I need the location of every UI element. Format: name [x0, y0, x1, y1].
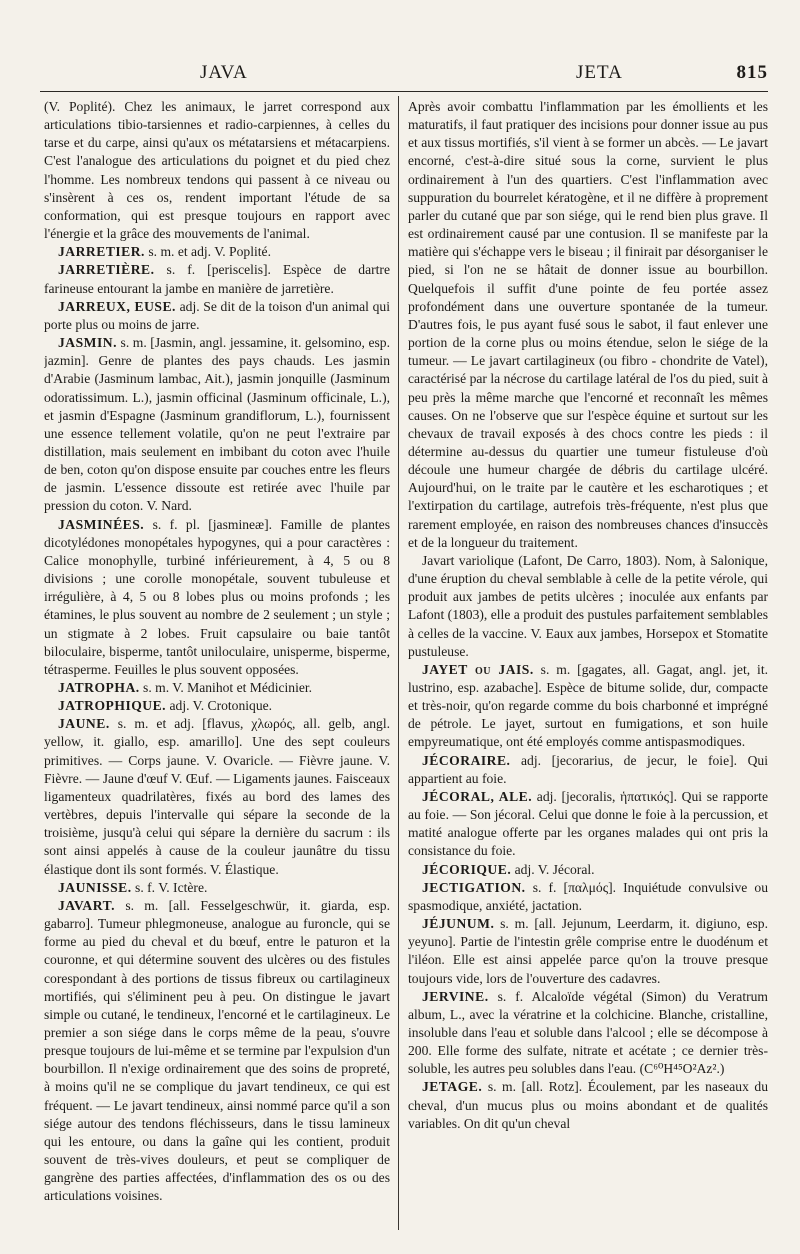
- entry-headword: JASMIN.: [58, 335, 118, 351]
- dictionary-entry: [408, 879, 768, 915]
- entry-headword: JECTIGATION.: [422, 879, 526, 895]
- entry-text: s. m. [gagates, all. Gagat, angl. jet, it. lustrino, esp. azabache]. Espèce de bitume solide, dur, compacte et très-noir, qu'on regarde comme du bois charbonné et imprégné de pétrole. Le jayet, surtout en fumigations, et son huile empyreumatique, ont été employés comme antispasmodiques.: [408, 661, 768, 750]
- running-head-right: JETA: [576, 62, 623, 83]
- entry-headword: JAUNE.: [58, 716, 110, 732]
- entry-headword: JAYET ou JAIS.: [422, 661, 534, 677]
- running-head-left: JAVA: [200, 62, 248, 83]
- entry-text: adj. Se dit de la toison d'un animal qui porte plus ou moins de jarre.: [44, 298, 390, 332]
- entry-text: s. f. [παλμός]. Inquiétude convulsive ou spasmodique, anxiété, jactation.: [408, 879, 768, 913]
- entry-headword: JETAGE.: [422, 1079, 483, 1095]
- entry-text: Javart variolique (Lafont, De Carro, 1803). Nom, à Salonique, d'une éruption du cheval semblable à celle de la petite vérole, qui produit aux jambes de petits ulcères ; inoculée aux enfants par Lafont (1803), elle a produit des pustules parfaitement semblables à celles de la vaccine. V. Eaux aux jambes, Horsepox et Stomatite pustuleuse.: [408, 552, 768, 659]
- dictionary-entry: [408, 552, 768, 661]
- entry-headword: JARREUX, EUSE.: [58, 298, 176, 314]
- entry-text: adj. V. Crotonique.: [166, 698, 273, 714]
- dictionary-entry: [408, 861, 768, 879]
- entry-headword: JÉCORAIRE.: [422, 752, 511, 768]
- entry-text: s. m. et adj. V. Poplité.: [144, 244, 271, 260]
- column-divider: [398, 96, 399, 1230]
- dictionary-entry: [44, 334, 390, 516]
- entry-text: s. m. [all. Rotz]. Écoulement, par les naseaux du cheval, d'un mucus plus ou moins abondant et de qualités variables. On dit qu'un cheval: [408, 1079, 768, 1131]
- entry-text: adj. [jecoralis, ἡπατικός]. Qui se rapporte au foie. — Son jécoral. Celui que donne le foie à la percussion, et matité analogue offerte par les organes malades qui ont pris la consistance du foie.: [408, 788, 768, 859]
- entry-text: s. m. V. Manihot et Médicinier.: [139, 680, 313, 695]
- dictionary-entry: [408, 1078, 768, 1132]
- dictionary-entry: [44, 298, 390, 334]
- entry-text: adj. V. Jécoral.: [511, 861, 595, 877]
- entry-headword: JATROPHA.: [58, 680, 140, 695]
- dictionary-entry: [408, 98, 768, 552]
- dictionary-entry: [408, 915, 768, 988]
- dictionary-entry: [44, 715, 390, 878]
- entry-headword: JARRETIER.: [58, 244, 145, 260]
- entry-text: adj. [jecorarius, de jecur, le foie]. Qui appartient au foie.: [408, 752, 768, 786]
- dictionary-entry: [44, 897, 390, 1206]
- page-header: [40, 62, 768, 88]
- entry-text: s. f. Alcaloïde végétal (Simon) du Veratrum album, L., avec la vératrine et la colchicine. Blanche, cristalline, insoluble dans l'eau et soluble dans l'alcool ; elle se décompose à 200. Elle forme des sulfate, nitrate et acétate ; ce dernier très-soluble, les autres peu solubles dans l'eau. (C⁶⁰H⁴⁵O²Az².): [408, 988, 768, 1077]
- header-rule: [40, 91, 768, 92]
- right-column: [408, 98, 768, 1228]
- page-number: 815: [736, 62, 768, 83]
- entry-text: s. f. [periscelis]. Espèce de dartre farineuse entourant la jambe en manière de jarretière.: [44, 262, 390, 296]
- dictionary-entry: [44, 261, 390, 297]
- entry-headword: JATROPHIQUE.: [58, 698, 167, 714]
- dictionary-entry: [408, 661, 768, 752]
- dictionary-entry: [44, 697, 390, 715]
- left-column: [44, 98, 390, 1228]
- entry-headword: JÉCORAL, ALE.: [422, 788, 533, 804]
- entry-headword: JARRETIÈRE.: [58, 262, 155, 278]
- entry-headword: JÉCORIQUE.: [422, 861, 512, 877]
- entry-text: s. m. [all. Jejunum, Leerdarm, it. digiuno, esp. yeyuno]. Partie de l'intestin grêle comprise entre le duodénum et l'iléon. Elle est ainsi appelée parce qu'on la trouve presque toujours vide, lors de l'ouverture des cadavres.: [408, 916, 768, 986]
- entry-text: s. m. [Jasmin, angl. jessamine, it. gelsomino, esp. jazmin]. Genre de plantes des pays chauds. Les jasmin d'Arabie (Jasminum lambac, Ait.), jasmin jonquille (Jasminum odoratissimum. L.), jasmin officinal (Jasminum officinale, L.), et jasmin d'Espagne (Jasminum grandiflorum, L.), fournissent une essence tellement volatile, qu'on ne peut l'extraire par distillation, mais seulement en imbibant du coton avec l'huile de ben, coton qu'on dispose ensuite par couches entre les fleurs de jasmin. L'essence dissoute est retirée avec l'huile par pression du coton. V. Nard.: [44, 335, 390, 514]
- entry-text: s. m. [all. Fesselgeschwür, it. giarda, esp. gabarro]. Tumeur phlegmoneuse, analogue au furoncle, qui se forme au pied du cheval et du bœuf, entre le paturon et la couronne, et qui détermine souvent des ulcères ou des fistules corespondant à des portions de tissus fibreux ou cartilagineux mortifiés, qui s'éliminent peu à peu. On distingue le javart simple ou cutané, le tendineux, l'encorné et le cartilagineux. Le premier a son siége dans le corps même de la peau, s'ouvre presque toujours de lui-même et se termine par l'expulsion d'un bourbillon. Il n'exige ordinairement que des soins de propreté, à moins qu'il ne se complique du javart tendineux, ce qui est fréquent. — Le javart tendineux, ainsi nommé parce qu'il a son siége autour des tendons fléchisseurs, dans le tissu lamineux qui les entoure, ou dans la gaîne qui les contient, produit souvent de très-vives douleurs, et peut se compliquer de gangrène des parties affectées, d'inflammation des os ou des articulations voisines.: [44, 897, 390, 1204]
- dictionary-entry: [44, 516, 390, 679]
- dictionary-entry: [408, 788, 768, 861]
- entry-headword: JAUNISSE.: [58, 879, 132, 895]
- entry-headword: JASMINÉES.: [58, 516, 145, 532]
- dictionary-entry: [408, 752, 768, 788]
- entry-headword: JÉJUNUM.: [422, 916, 495, 932]
- dictionary-entry: [44, 879, 390, 897]
- entry-headword: JAVART.: [58, 897, 116, 913]
- entry-text: Après avoir combattu l'inflammation par les émollients et les maturatifs, il faut pratiquer des incisions pour donner issue au pus et aux tissus mortifiés, s'il vient à se former un abcès. — Le javart encorné, c'est-à-dire situé sous la corne, survient le plus ordinairement à l'un des quartiers. C'est l'inflammation avec suppuration du bourrelet kératogène, et il ne diffère à proprement parler du cutané que par son siége, qui le rend bien plus grave. Il est ordinairement causé par une contusion. Il se manifeste par la matière qui s'échappe vers le biseau ; il finirait par désorganiser le pied, si l'on ne se hâtait de donner issue au bourbillon. Quelquefois il suffit d'une pointe de feu portée assez profondément dans une ouverture spontanée de la tumeur. D'autres fois, le pus ayant fusé sous le sabot, il faut enlever une portion de la corne plus ou moins étendue, selon le siége de la tumeur. — Le javart cartilagineux (ou fibro - chondrite de Vatel), caractérisé par la nécrose du cartilage latéral de l'os du pied, suit à peu près la même marche que l'encorné et reconnaît les mêmes causes. On ne l'observe que sur l'espèce équine et surtout sur les chevaux de travail exposés à des chocs contre les pieds : il détermine au-dessus du quartier une tumeur fistuleuse d'où découle une humeur chargée de débris du cartilage ulcéré. Aujourd'hui, on le traite par le cautère et les escharotiques ; et l'extirpation du cartilage, autrefois très-fréquente, n'est plus que rarement employée, en raison des nombreuses chances d'insuccès et de la longueur du traitement.: [408, 99, 768, 550]
- dictionary-entry: [44, 98, 390, 243]
- dictionary-entry: [408, 988, 768, 1079]
- entry-text: (V. Poplité). Chez les animaux, le jarret correspond aux articulations tibio-tarsiennes et radio-carpiennes, à celles du tarse et du carpe, ainsi qu'aux os métatarsiens et métacarpiens. C'est l'analogue des articulations du poignet et du pied chez l'homme. Les nombreux tendons qui passent à ce niveau ou s'insèrent à ces os, rendent important l'étude de sa conformation, qui est presque toujours en rapport avec l'énergie et la grâce des mouvements de l'animal.: [44, 99, 390, 242]
- entry-text: s. f. pl. [jasmineæ]. Famille de plantes dicotylédones monopétales hypogynes, qui a pour caractères : Calice monophylle, turbiné inférieurement, à 4, 5 ou 8 divisions ; une corolle monopétale, souvent tubuleuse et irrégulière, à 4, 5 ou 8 lobes plus ou moins profonds ; les étamines, le plus souvent au nombre de 2 seulement ; un style ; un stigmate à 2 lobes. Fruit capsulaire ou baie tantôt biloculaire, bisperme, tantôt uniloculaire, unisperme, bisperme, tétrasperme. Feuilles le plus souvent opposées.: [44, 516, 390, 677]
- dictionary-entry: [44, 243, 390, 261]
- dictionary-entry: [44, 679, 390, 697]
- entry-text: s. m. et adj. [flavus, χλωρός, all. gelb, angl. yellow, it. giallo, esp. amarillo]. Une des sept couleurs primitives. — Corps jaune. V. Ovaricle. — Fièvre jaune. V. Fièvre. — Jaune d'œuf V. Œuf. — Ligaments jaunes. Faisceaux ligamenteux quadrilatères, fixés au bord des lames des vertèbres, depuis l'intervalle qui sépare la seconde de la troisième, jusqu'à celui qui sépare la dernière du sacrum : ils sont ainsi appelés à cause de la couleur jaunâtre du tissu élastique dont ils sont formés. V. Élastique.: [44, 716, 390, 877]
- entry-headword: JERVINE.: [422, 988, 489, 1004]
- entry-text: s. f. V. Ictère.: [131, 879, 208, 895]
